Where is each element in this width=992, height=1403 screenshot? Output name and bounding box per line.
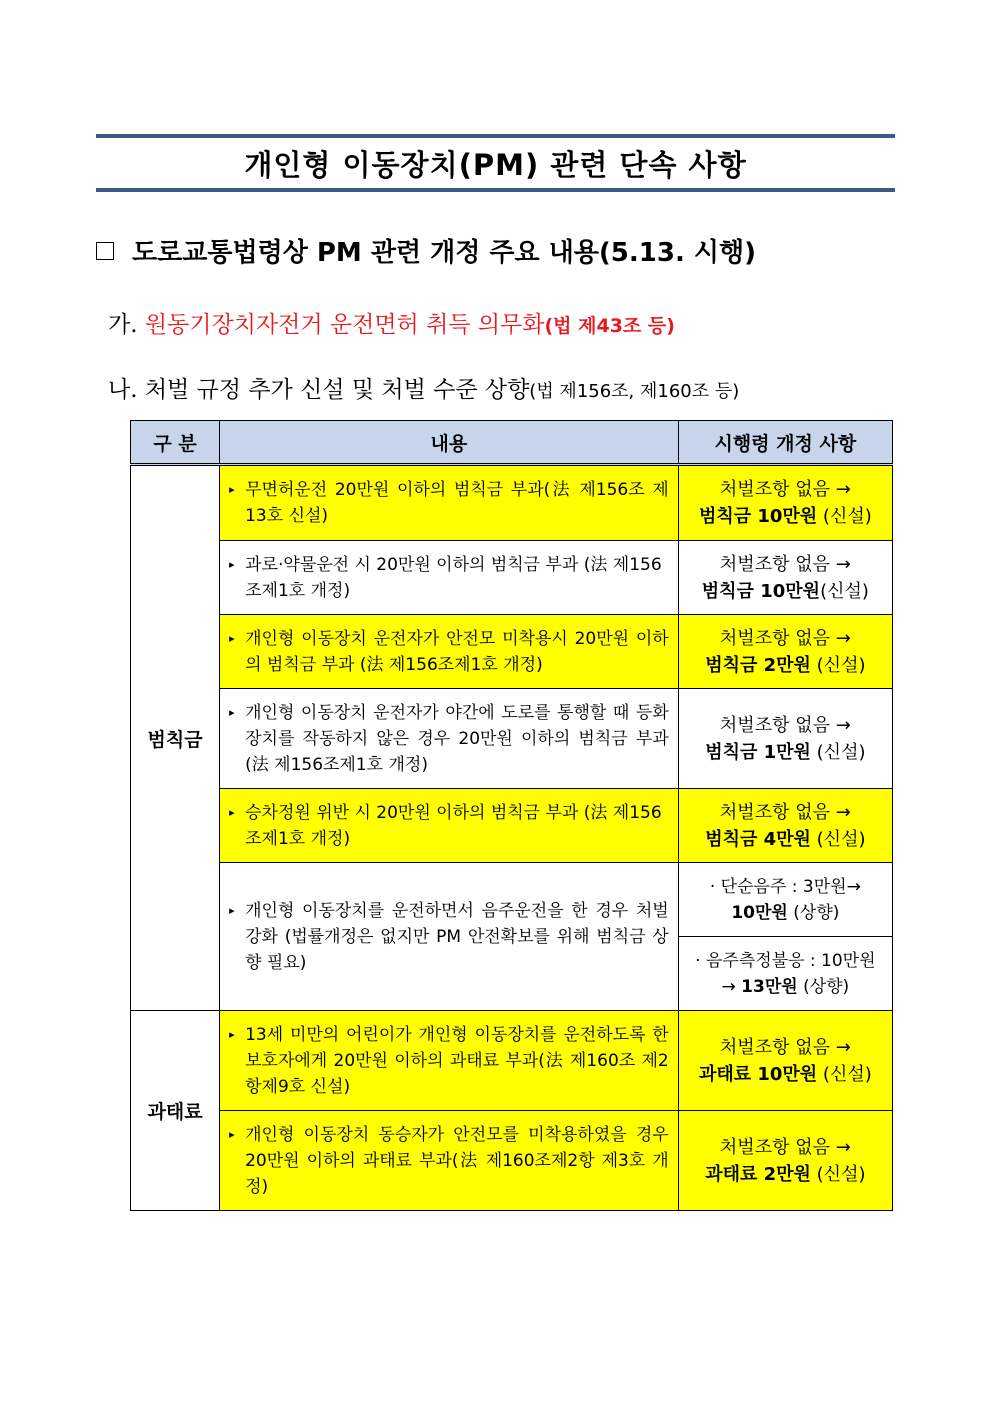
bullet-icon: ▸ — [229, 483, 235, 496]
table-row — [131, 789, 893, 863]
item-a — [108, 306, 675, 339]
row-result: 처벌조항 없음 → 범칙금 2만원 (신설) — [678, 615, 892, 689]
row-content: ▸ 과로·약물운전 시 20만원 이하의 범칙금 부과 (法 제156조제1호 개정) — [220, 541, 679, 615]
bullet-icon: ▸ — [229, 805, 235, 819]
row-content: ▸ 승차정원 위반 시 20만원 이하의 범칙금 부과 (法 제156조제1호 개정) — [220, 789, 679, 863]
section-heading — [96, 232, 756, 269]
bullet-icon: ▸ — [229, 903, 235, 917]
row-result: 처벌조항 없음 → 범칙금 1만원 (신설) — [678, 689, 892, 789]
item-a-ref: (법 제43조 등) — [544, 315, 675, 337]
row-result: 처벌조항 없음 → 범칙금 4만원 (신설) — [678, 789, 892, 863]
category-penalty: 과태료 — [131, 1011, 220, 1211]
bullet-icon: ▸ — [229, 1027, 235, 1041]
header-category: 구 분 — [131, 421, 220, 465]
document-title: 개인형 이동장치(PM) 관련 단속 사항 — [244, 147, 747, 182]
item-b — [108, 371, 739, 404]
item-b-ref: (법 제156조, 제160조 등) — [529, 381, 740, 402]
row-result: 처벌조항 없음 → 범칙금 10만원 (신설) — [678, 465, 892, 541]
item-b-marker: 나. — [108, 377, 138, 403]
row-result: 처벌조항 없음 → 범칙금 10만원(신설) — [678, 541, 892, 615]
bullet-icon: ▸ — [229, 1127, 235, 1141]
row-result-drunk-driving: · 단순음주 : 3만원→ 10만원 (상향) — [678, 863, 892, 937]
section-heading-text: 도로교통법령상 PM 관련 개정 주요 내용(5.13. 시행) — [132, 238, 757, 268]
table-row — [131, 863, 893, 937]
document-title-box — [96, 134, 895, 192]
row-content: ▸ 개인형 이동장치 운전자가 안전모 미착용시 20만원 이하의 범칙금 부과 (法 제156조제1호 개정) — [220, 615, 679, 689]
header-result: 시행령 개정 사항 — [678, 421, 892, 465]
item-a-marker: 가. — [108, 312, 138, 338]
row-content: ▸ 13세 미만의 어린이가 개인형 이동장치를 운전하도록 한 보호자에게 20만원 이하의 과태료 부과(法 제160조 제2항제9호 신설) — [220, 1011, 679, 1111]
row-result: 처벌조항 없음 → 과태료 2만원 (신설) — [678, 1111, 892, 1211]
table-header-row — [131, 421, 893, 465]
row-result: 처벌조항 없음 → 과태료 10만원 (신설) — [678, 1011, 892, 1111]
table-row — [131, 1111, 893, 1211]
row-content: ▸ 무면허운전 20만원 이하의 범칙금 부과(法 제156조 제13호 신설) — [220, 465, 679, 541]
row-content: ▸ 개인형 이동장치 운전자가 야간에 도로를 통행할 때 등화장치를 작동하지 않은 경우 20만원 이하의 범칙금 부과 (法 제156조제1호 개정) — [220, 689, 679, 789]
category-fine: 범칙금 — [131, 465, 220, 1011]
table-row — [131, 465, 893, 541]
row-content: ▸ 개인형 이동장치 동승자가 안전모를 미착용하였을 경우 20만원 이하의 과태료 부과(法 제160조제2항 제3호 개정) — [220, 1111, 679, 1211]
bullet-icon: ▸ — [229, 557, 235, 571]
bullet-icon: ▸ — [229, 705, 235, 719]
row-result-test-refusal: · 음주측정불응 : 10만원 → 13만원 (상향) — [678, 937, 892, 1011]
header-content: 내용 — [220, 421, 679, 465]
checkbox-icon — [96, 242, 114, 260]
bullet-icon: ▸ — [229, 631, 235, 645]
row-content: ▸ 개인형 이동장치를 운전하면서 음주운전을 한 경우 처벌강화 (법률개정은 없지만 PM 안전확보를 위해 범칙금 상향 필요) — [220, 863, 679, 1011]
item-b-text: 처벌 규정 추가 신설 및 처벌 수준 상향 — [144, 377, 530, 403]
table-row — [131, 1011, 893, 1111]
table-row — [131, 615, 893, 689]
table-row — [131, 541, 893, 615]
regulation-table — [130, 420, 893, 1211]
table-row — [131, 689, 893, 789]
item-a-text: 원동기장치자전거 운전면허 취득 의무화 — [144, 312, 545, 338]
